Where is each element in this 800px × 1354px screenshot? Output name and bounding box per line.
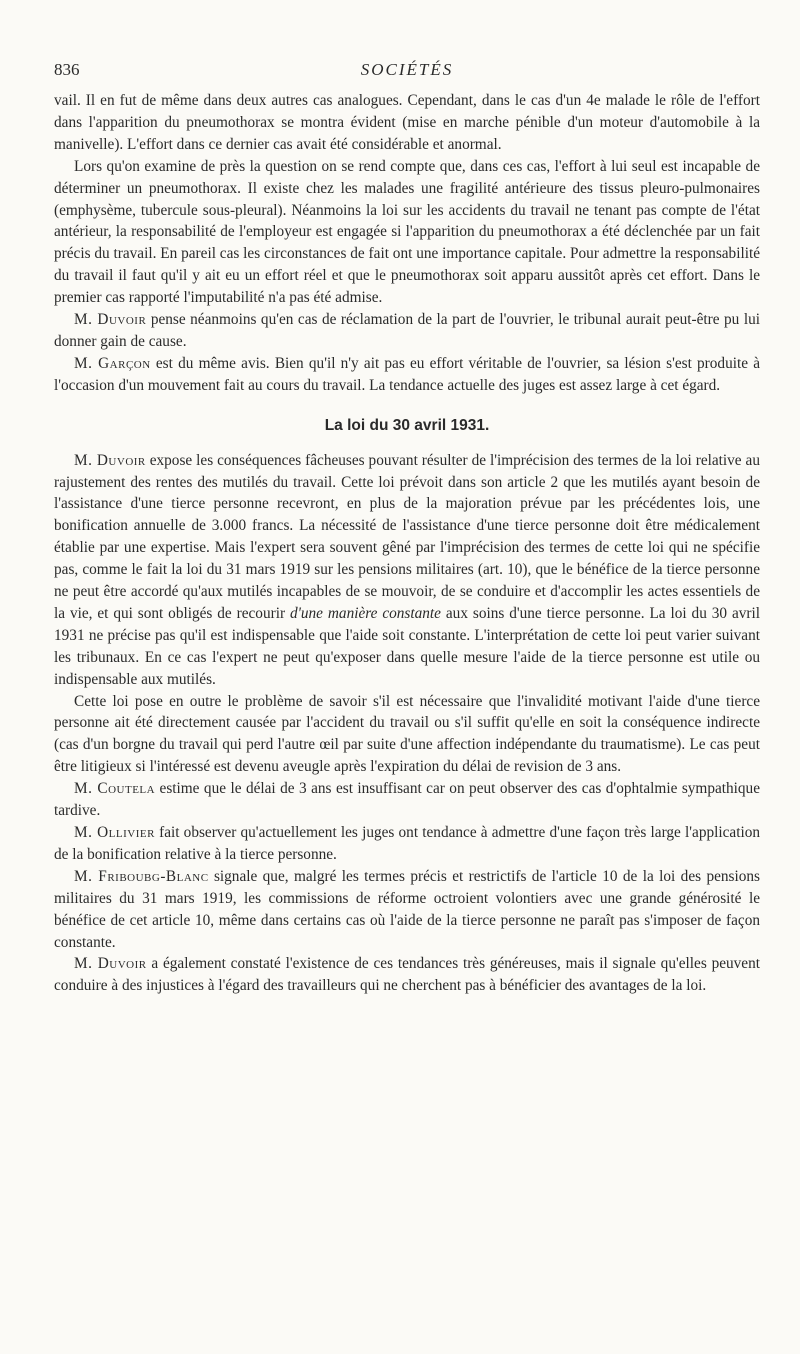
paragraph: Cette loi pose en outre le problème de savoir s'il est nécessaire que l'invalidité motivant l'aide d'une tierce personne ait été directement causée par l'accident du travail ou s'il suffit qu'elle en soit la conséquence indirecte (cas d'un borgne du travail qui perd l'autre œil par suite d'une affection indépendante du traumatisme). Le cas peut être litigieux si l'intéressé est devenu aveugle après l'expiration du délai de revision de 3 ans. [54,692,760,776]
speaker-name: M. Friboubg-Blanc [74,867,209,885]
article-body [54,90,760,997]
page-number: 836 [54,60,80,79]
speaker-name: M. Duvoir [74,311,147,329]
page-header [54,60,760,90]
paragraph-text: expose les conséquences fâcheuses pouvant résulter de l'imprécision des termes de la loi relative au rajustement des rentes des mutilés du travail. Cette loi prévoit dans son article 2 que les mutilés ayant besoin de l'assistance d'une tierce personne recevront, en plus de la majoration prévue par les précédentes lois, une bonification annuelle de 3.000 francs. La nécessité de l'assistance d'une tierce personne doit être médicalement établie par une expertise. Mais l'expert sera souvent gêné par l'imprécision des termes de cette loi qui ne spécifie pas, comme le fait la loi du 31 mars 1919 sur les pensions militaires (art. 10), que le bénéfice de la tierce personne ne peut être accordé qu'aux mutilés incapables de se mouvoir, de se conduire et d'accomplir les actes essentiels de la vie, et qui sont obligés de recourir [54,451,760,622]
paragraph [54,309,760,353]
paragraph: vail. Il en fut de même dans deux autres cas analogues. Cependant, dans le cas d'un 4e malade le rôle de l'effort dans l'apparition du pneumothorax se montra évident (mise en marche pénible d'un moteur d'automobile à la manivelle). L'effort dans ce dernier cas avait été considérable et anormal. [54,92,760,153]
speaker-name: M. Coutela [74,780,156,798]
speaker-name: M. Duvoir [74,955,147,973]
paragraph: Lors qu'on examine de près la question on se rend compte que, dans ces cas, l'effort à lui seul est incapable de déterminer un pneumothorax. Il existe chez les malades une fragilité antérieure des tissus pleuro-pulmonaires (emphysème, tubercule sous-pleural). Néanmoins la loi sur les accidents du travail ne tenant pas compte de l'état antérieur, la responsabilité de l'employeur est engagée si l'apparition du pneumothorax a été déclenchée par un fait précis du travail. En pareil cas les circonstances de fait ont une importance capitale. Pour admettre la responsabilité du travail il faut qu'il y ait eu un effort réel et que le pneumothorax soit apparu aussitôt après cet effort. Dans le premier cas rapporté l'imputabilité n'a pas été admise. [54,157,760,307]
emphasis: d'une manière constante [289,604,441,622]
speaker-name: M. Ollivier [74,824,155,841]
paragraph [54,822,760,866]
paragraph [54,778,760,822]
paragraph [54,450,760,691]
paragraph-text: fait observer qu'actuellement les juges ont tendance à admettre d'une façon très large l'application de la bonification relative à la tierce personne. [54,824,760,863]
paragraph [54,866,760,954]
section-title: La loi du 30 avril 1931. [324,416,490,434]
paragraph-text: signale que, malgré les termes précis et restrictifs de l'article 10 de la loi des pensions militaires du 31 mars 1919, les commissions de réforme octroient volontiers avec une grande générosité le bénéfice de cet article 10, même dans certains cas où l'aide de la tierce personne ne paraît pas s'imposer de façon constante. [54,867,760,951]
paragraph-text: aux soins d'une tierce personne. La loi du 30 avril 1931 ne précise pas qu'il est indispensable que l'aide soit constante. L'interprétation de cette loi peut varier suivant les tribunaux. En ce cas l'expert ne peut qu'exposer dans quelle mesure l'aide de la tierce personne est utile ou indispensable aux mutilés. [54,604,761,688]
running-head: SOCIÉTÉS [360,60,454,79]
paragraph-text: est du même avis. Bien qu'il n'y ait pas eu effort véritable de l'ouvrier, sa lésion s'est produite à l'occasion d'un mouvement fait au cours du travail. La tendance actuelle des juges est assez large à cet égard. [54,354,760,394]
paragraph [54,353,760,397]
paragraph-text: a également constaté l'existence de ces tendances très généreuses, mais il signale qu'elles peuvent conduire à des injustices à l'égard des travailleurs qui ne cherchent pas à bénéficier des avantages de la loi. [54,955,760,995]
paragraph-text: pense néanmoins qu'en cas de réclamation de la part de l'ouvrier, le tribunal aurait peut-être pu lui donner gain de cause. [54,311,760,350]
speaker-name: M. Garçon [74,354,151,372]
speaker-name: M. Duvoir [74,451,146,469]
paragraph-text: estime que le délai de 3 ans est insuffisant car on peut observer des cas d'ophtalmie sympathique tardive. [54,780,760,820]
paragraph [54,953,760,997]
page [54,60,760,997]
